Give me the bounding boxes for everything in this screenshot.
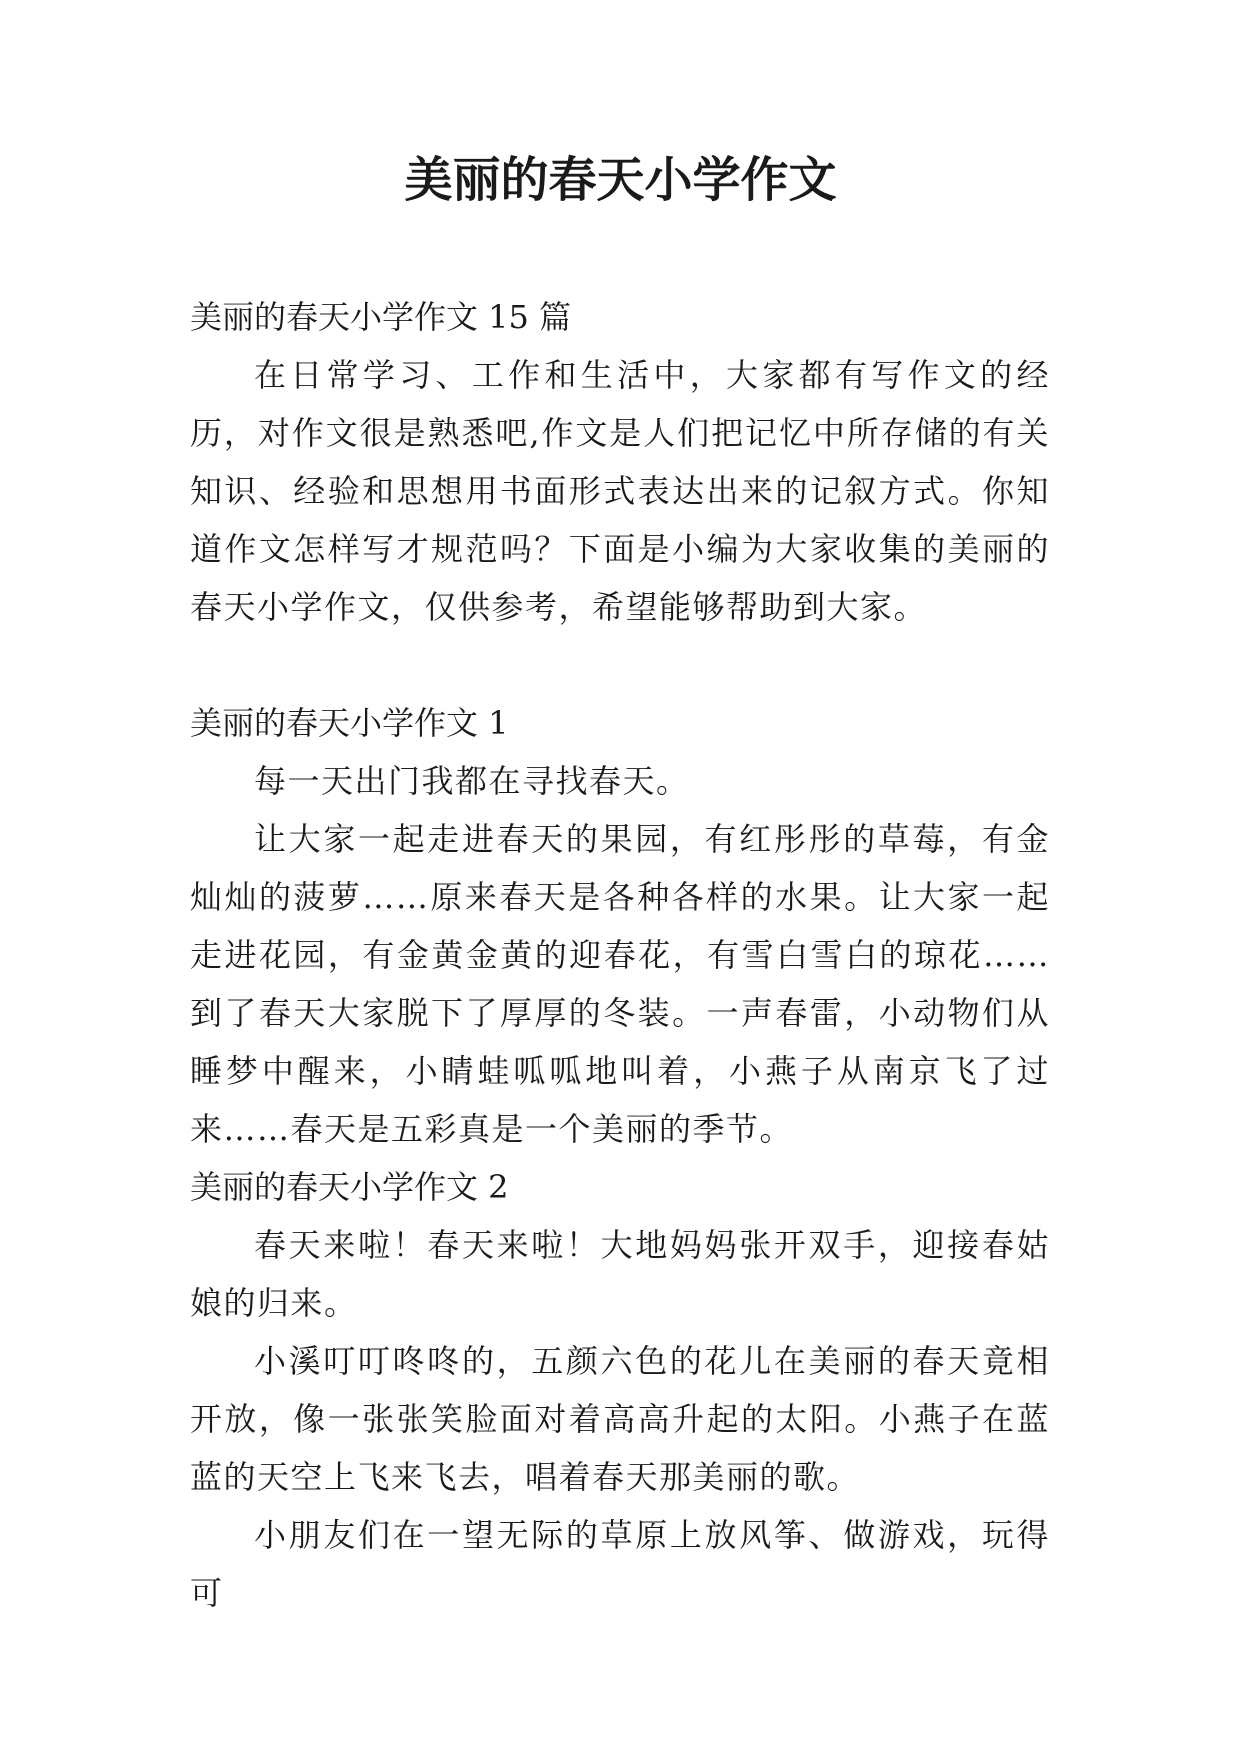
essay-1-paragraph-2: 让大家一起走进春天的果园，有红彤彤的草莓，有金灿灿的菠萝……原来春天是各种各样的水果。让大家一起走进花园，有金黄金黄的迎春花，有雪白雪白的琼花……到了春天大家脱下了厚厚的冬装。一声春雷，小动物们从睡梦中醒来，小睛蛙呱呱地叫着，小燕子从南京飞了过来……春天是五彩真是一个美丽的季节。 <box>190 820 1050 1148</box>
essay-2-heading: 美丽的春天小学作文 2 <box>190 1168 509 1206</box>
essay-2-paragraph-2: 小溪叮叮咚咚的，五颜六色的花儿在美丽的春天竟相开放，像一张张笑脸面对着高高升起的太阳。小燕子在蓝蓝的天空上飞来飞去，唱着春天那美丽的歌。 <box>190 1342 1050 1496</box>
document-title: 美丽的春天小学作文 <box>404 152 837 208</box>
document-body <box>190 288 1050 1622</box>
intro-heading: 美丽的春天小学作文 15 篇 <box>190 298 572 336</box>
essay-2-paragraph-1: 春天来啦！春天来啦！大地妈妈张开双手，迎接春姑娘的归来。 <box>190 1226 1050 1322</box>
essay-1-heading: 美丽的春天小学作文 1 <box>190 704 509 742</box>
section-gap <box>190 636 1050 694</box>
essay-1-paragraph-1: 每一天出门我都在寻找春天。 <box>254 762 690 800</box>
intro-paragraph: 在日常学习、工作和生活中，大家都有写作文的经历，对作文很是熟悉吧,作文是人们把记忆中所存储的有关知识、经验和思想用书面形式表达出来的记叙方式。你知道作文怎样写才规范吗？下面是小编为大家收集的美丽的春天小学作文，仅供参考，希望能够帮助到大家。 <box>190 356 1050 626</box>
essay-2-paragraph-3: 小朋友们在一望无际的草原上放风筝、做游戏，玩得可 <box>190 1516 1050 1612</box>
